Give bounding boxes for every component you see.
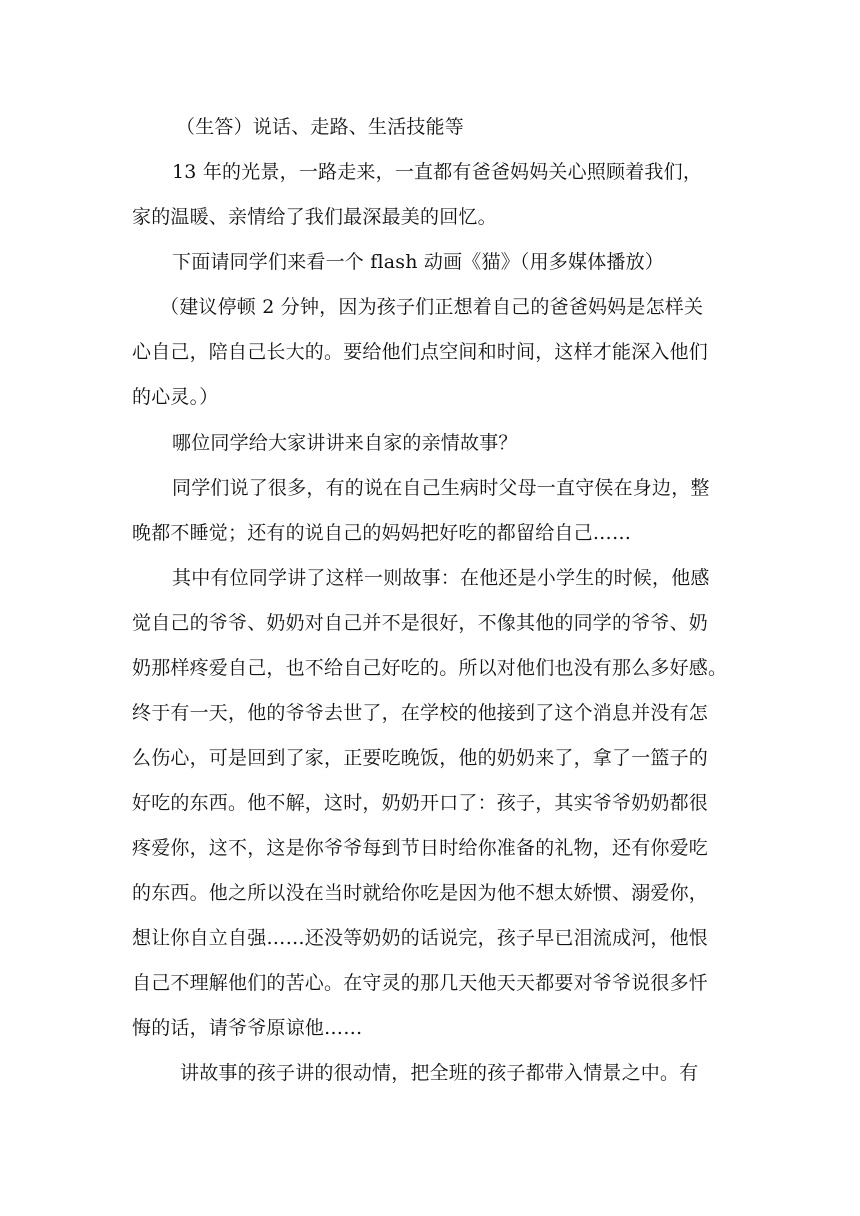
paragraph-story-line-9: 想让你自立自强……还没等奶奶的话说完，孩子早已泪流成河，他恨 (132, 927, 709, 949)
paragraph-suggestion-line-3: 的心灵。） (132, 386, 219, 408)
paragraph-story-line-5: 么伤心，可是回到了家，正要吃晚饭，他的奶奶来了，拿了一篮子的 (132, 747, 709, 769)
paragraph-flash-animation: 下面请同学们来看一个 flash 动画《猫》（用多媒体播放） (172, 251, 665, 273)
paragraph-story-line-8: 的东西。他之所以没在当时就给你吃是因为他不想太娇惯、溺爱你， (132, 882, 709, 904)
paragraph-storyteller: 讲故事的孩子讲的很动情，把全班的孩子都带入情景之中。有 (180, 1062, 699, 1084)
paragraph-thirteen-years-line-2: 家的温暖、亲情给了我们最深最美的回忆。 (132, 206, 497, 228)
paragraph-story-line-3: 奶那样疼爱自己，也不给自己好吃的。所以对他们也没有那么多好感。 (132, 657, 728, 679)
paragraph-suggestion-line-2: 心自己，陪自己长大的。要给他们点空间和时间，这样才能深入他们 (132, 341, 709, 363)
paragraph-students-said-line-1: 同学们说了很多，有的说在自己生病时父母一直守侯在身边，整 (172, 477, 710, 499)
paragraph-question: 哪位同学给大家讲讲来自家的亲情故事？ (172, 432, 518, 454)
paragraph-story-line-6: 好吃的东西。他不解，这时，奶奶开口了：孩子，其实爷爷奶奶都很 (132, 792, 709, 814)
paragraph-thirteen-years-line-1: 13 年的光景，一路走来，一直都有爸爸妈妈关心照顾着我们， (172, 161, 703, 183)
paragraph-story-line-2: 觉自己的爷爷、奶奶对自己并不是很好，不像其他的同学的爷爷、奶 (132, 612, 709, 634)
paragraph-story-line-10: 自己不理解他们的苦心。在守灵的那几天他天天都要对爷爷说很多忏 (132, 972, 709, 994)
paragraph-story-line-11: 悔的话，请爷爷原谅他…… (132, 1017, 363, 1039)
paragraph-student-answer: （生答）说话、走路、生活技能等 (176, 116, 465, 138)
paragraph-story-line-7: 疼爱你，这不，这是你爷爷每到节日时给你准备的礼物，还有你爱吃 (132, 837, 709, 859)
paragraph-suggestion-line-1: （建议停顿 2 分钟，因为孩子们正想着自己的爸爸妈妈是怎样关 (160, 296, 704, 318)
paragraph-story-line-4: 终于有一天，他的爷爷去世了，在学校的他接到了这个消息并没有怎 (132, 702, 709, 724)
paragraph-story-line-1: 其中有位同学讲了这样一则故事：在他还是小学生的时候，他感 (172, 567, 710, 589)
paragraph-students-said-line-2: 晚都不睡觉；还有的说自己的妈妈把好吃的都留给自己…… (132, 522, 632, 544)
